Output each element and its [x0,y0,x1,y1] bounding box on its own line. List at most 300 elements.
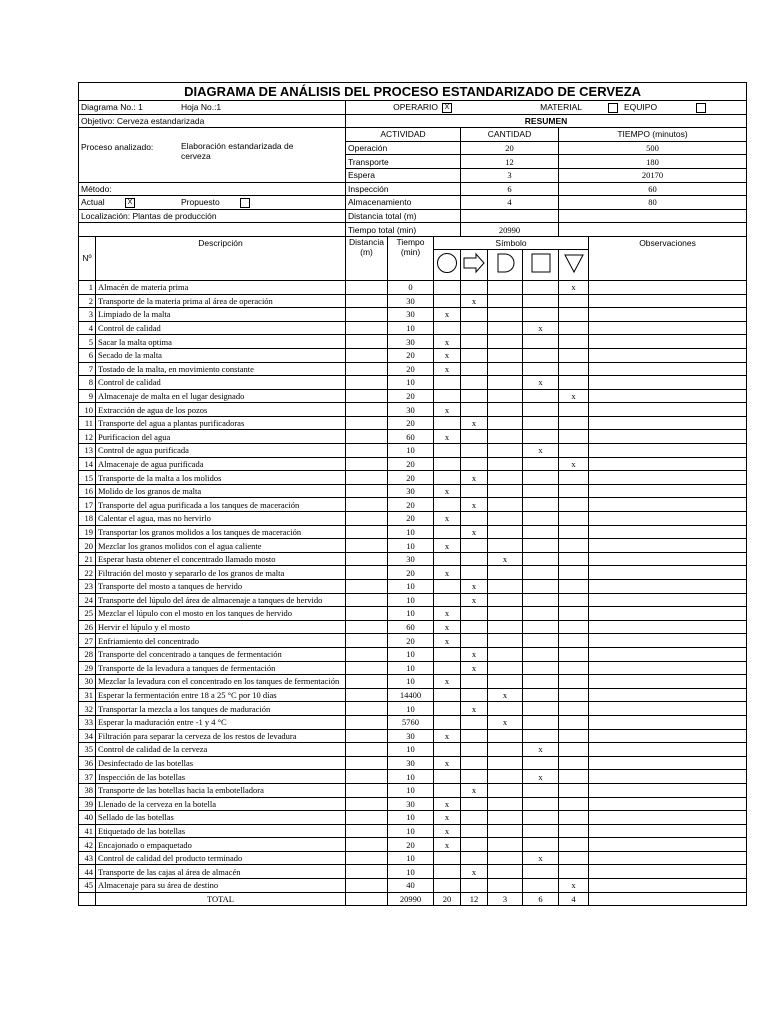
row-time: 20 [388,634,434,648]
table-row [79,321,747,335]
totals-row [79,892,747,906]
summary-tiempo: 80 [559,196,747,210]
table-row [79,729,747,743]
row-time: 20 [388,498,434,512]
row-observations [589,525,747,539]
row-storage-cell [559,539,589,553]
row-storage-cell: x [559,879,589,893]
row-time: 20 [388,389,434,403]
row-inspection-cell: x [523,376,559,390]
row-delay-cell [488,620,523,634]
row-observations [589,770,747,784]
row-inspection-cell [523,607,559,621]
row-distance [346,838,388,852]
row-inspection-cell [523,593,559,607]
row-inspection-cell [523,430,559,444]
row-observations [589,566,747,580]
row-inspection-cell [523,280,559,294]
row-observations [589,308,747,322]
row-storage-cell: x [559,389,589,403]
table-row [79,770,747,784]
row-storage-cell [559,783,589,797]
row-inspection-cell [523,729,559,743]
row-time: 20 [388,416,434,430]
row-storage-cell [559,824,589,838]
row-time: 30 [388,756,434,770]
operario-checkbox[interactable] [442,103,452,113]
row-transport-cell: x [461,865,488,879]
row-transport-cell [461,756,488,770]
row-delay-cell [488,865,523,879]
row-inspection-cell [523,620,559,634]
row-description: Encajonado o empaquetado [96,838,346,852]
row-delay-cell [488,539,523,553]
row-delay-cell [488,838,523,852]
row-transport-cell [461,675,488,689]
row-time: 20 [388,348,434,362]
row-storage-cell [559,620,589,634]
row-observations [589,484,747,498]
row-storage-cell [559,580,589,594]
row-inspection-cell [523,362,559,376]
row-operation-cell: x [434,838,461,852]
row-storage-cell [559,335,589,349]
row-operation-cell: x [434,335,461,349]
row-observations [589,675,747,689]
row-delay-cell [488,362,523,376]
summary-actividad: Transporte [346,155,461,169]
table-row [79,471,747,485]
row-observations [589,647,747,661]
table-row [79,498,747,512]
row-observations [589,811,747,825]
row-observations [589,783,747,797]
row-storage-cell [559,321,589,335]
row-observations [589,376,747,390]
table-row [79,593,747,607]
row-distance [346,797,388,811]
row-storage-cell [559,607,589,621]
row-time: 10 [388,865,434,879]
delay-symbol [488,249,523,280]
row-number: 23 [79,580,96,594]
row-observations [589,471,747,485]
type-selector [346,101,747,115]
row-distance [346,729,388,743]
inspection-square-icon [530,252,552,274]
row-storage-cell [559,851,589,865]
row-transport-cell [461,879,488,893]
row-number: 9 [79,389,96,403]
row-time: 10 [388,675,434,689]
table-row [79,824,747,838]
row-observations [589,403,747,417]
row-operation-cell [434,770,461,784]
table-row [79,444,747,458]
row-number: 35 [79,743,96,757]
table-row [79,811,747,825]
table-row [79,484,747,498]
row-inspection-cell [523,484,559,498]
row-delay-cell [488,416,523,430]
row-observations [589,539,747,553]
row-description: Esperar la maduración entre -1 y 4 °C [96,715,346,729]
table-row [79,335,747,349]
row-inspection-cell [523,865,559,879]
row-time: 10 [388,321,434,335]
row-transport-cell [461,362,488,376]
row-number: 30 [79,675,96,689]
row-time: 30 [388,308,434,322]
time-total-value: 20990 [461,223,559,237]
summary-cantidad: 4 [461,196,559,210]
row-time: 10 [388,661,434,675]
row-distance [346,634,388,648]
row-delay-cell [488,471,523,485]
row-time: 10 [388,783,434,797]
row-inspection-cell [523,824,559,838]
row-observations [589,702,747,716]
row-distance [346,457,388,471]
row-distance [346,308,388,322]
row-operation-cell [434,471,461,485]
row-description: Mezclar el lúpulo con el mosto en los tanques de hervido [96,607,346,621]
material-label: MATERIAL [540,102,582,113]
row-number: 3 [79,308,96,322]
row-delay-cell [488,280,523,294]
row-inspection-cell [523,348,559,362]
table-row [79,620,747,634]
row-delay-cell [488,675,523,689]
row-inspection-cell [523,335,559,349]
row-description: Desinfectado de las botellas [96,756,346,770]
row-transport-cell [461,851,488,865]
row-distance [346,525,388,539]
row-number: 22 [79,566,96,580]
row-delay-cell [488,308,523,322]
row-storage-cell [559,348,589,362]
row-description: Mezclar la levadura con el concentrado en los tanques de fermentación [96,675,346,689]
sheet-number: Hoja No.:1 [181,102,222,113]
summary-actividad: Espera [346,168,461,182]
row-time: 20 [388,362,434,376]
row-time: 60 [388,430,434,444]
row-transport-cell [461,797,488,811]
row-operation-cell [434,444,461,458]
row-distance [346,811,388,825]
row-transport-cell: x [461,593,488,607]
row-transport-cell [461,838,488,852]
row-operation-cell: x [434,539,461,553]
row-transport-cell [461,389,488,403]
row-delay-cell [488,484,523,498]
row-inspection-cell [523,838,559,852]
row-distance [346,675,388,689]
equipo-label: EQUIPO [624,102,658,113]
row-delay-cell [488,525,523,539]
row-number: 27 [79,634,96,648]
row-observations [589,756,747,770]
totals-time: 20990 [388,892,434,906]
row-observations [589,838,747,852]
row-number: 5 [79,335,96,349]
row-description: Almacenaje de malta en el lugar designado [96,389,346,403]
row-description: Transporte del lúpulo del área de almacenaje a tanques de hervido [96,593,346,607]
row-operation-cell: x [434,607,461,621]
storage-triangle-icon [563,252,585,274]
row-description: Inspección de las botellas [96,770,346,784]
table-row [79,566,747,580]
summary-actividad: Almacenamiento [346,196,461,210]
row-observations [589,865,747,879]
table-row [79,430,747,444]
row-delay-cell [488,770,523,784]
row-number: 33 [79,715,96,729]
row-delay-cell [488,851,523,865]
row-operation-cell [434,321,461,335]
row-time: 10 [388,851,434,865]
process-analyzed [79,141,346,168]
row-description: Secado de la malta [96,348,346,362]
row-time: 20 [388,566,434,580]
row-observations [589,593,747,607]
equipo-checkbox[interactable] [696,103,706,113]
material-checkbox[interactable] [608,103,618,113]
row-observations [589,389,747,403]
row-storage-cell [559,525,589,539]
row-number: 12 [79,430,96,444]
distance-total-value [461,209,559,223]
table-row [79,512,747,526]
table-row [79,525,747,539]
delay-d-icon [494,252,516,274]
row-number: 44 [79,865,96,879]
row-storage-cell [559,471,589,485]
row-inspection-cell [523,580,559,594]
row-number: 18 [79,512,96,526]
row-inspection-cell: x [523,321,559,335]
row-transport-cell [461,376,488,390]
row-time: 60 [388,620,434,634]
row-transport-cell [461,403,488,417]
row-description: Etiquetado de las botellas [96,824,346,838]
row-delay-cell [488,430,523,444]
row-delay-cell [488,743,523,757]
row-observations [589,824,747,838]
row-inspection-cell [523,879,559,893]
table-row [79,308,747,322]
row-number: 42 [79,838,96,852]
row-time: 10 [388,702,434,716]
row-delay-cell [488,783,523,797]
row-storage-cell [559,770,589,784]
propuesto-checkbox[interactable] [240,198,250,208]
row-observations [589,457,747,471]
row-inspection-cell [523,675,559,689]
row-operation-cell: x [434,512,461,526]
row-time: 10 [388,743,434,757]
row-observations [589,512,747,526]
table-row [79,362,747,376]
row-observations [589,444,747,458]
row-number: 6 [79,348,96,362]
row-time: 30 [388,484,434,498]
table-row [79,743,747,757]
row-number: 8 [79,376,96,390]
process-label: Proceso analizado: [81,142,154,153]
row-description: Transporte de la levadura a tanques de fermentación [96,661,346,675]
row-description: Control de calidad [96,376,346,390]
row-inspection-cell [523,552,559,566]
row-inspection-cell [523,783,559,797]
row-distance [346,824,388,838]
row-storage-cell [559,308,589,322]
row-operation-cell: x [434,348,461,362]
row-storage-cell [559,484,589,498]
row-storage-cell: x [559,280,589,294]
row-distance [346,389,388,403]
row-number: 2 [79,294,96,308]
row-time: 40 [388,879,434,893]
row-distance [346,607,388,621]
row-storage-cell [559,444,589,458]
operario-label: OPERARIO [393,102,438,113]
row-number: 40 [79,811,96,825]
row-delay-cell [488,566,523,580]
row-distance [346,688,388,702]
row-time: 10 [388,376,434,390]
row-time: 0 [388,280,434,294]
table-row [79,661,747,675]
row-inspection-cell [523,308,559,322]
row-description: Molido de los granos de malta [96,484,346,498]
inspection-symbol [523,249,559,280]
row-description: Transporte del agua a plantas purificadoras [96,416,346,430]
row-transport-cell [461,348,488,362]
objective: Objetivo: Cerveza estandarizada [79,114,346,128]
row-operation-cell [434,376,461,390]
row-transport-cell [461,688,488,702]
actual-label: Actual [81,197,105,208]
summary-tiempo: 500 [559,141,747,155]
row-description: Transportar los granos molidos a los tanques de maceración [96,525,346,539]
summary-actividad: Inspección [346,182,461,196]
row-storage-cell [559,376,589,390]
row-delay-cell [488,580,523,594]
table-row [79,280,747,294]
row-time: 30 [388,797,434,811]
row-inspection-cell [523,702,559,716]
table-row [79,756,747,770]
row-delay-cell [488,634,523,648]
row-storage-cell [559,661,589,675]
row-observations [589,580,747,594]
actual-mark: X [127,199,133,207]
distance-total-label: Distancia total (m) [346,209,461,223]
row-time: 20 [388,471,434,485]
row-distance [346,743,388,757]
row-delay-cell [488,702,523,716]
row-operation-cell: x [434,362,461,376]
totals-delay-count: 3 [488,892,523,906]
row-observations [589,294,747,308]
row-time: 10 [388,770,434,784]
row-operation-cell [434,783,461,797]
row-number: 21 [79,552,96,566]
row-operation-cell: x [434,797,461,811]
table-row [79,879,747,893]
row-observations [589,661,747,675]
row-distance [346,879,388,893]
method-label: Método: [79,182,346,196]
row-distance [346,498,388,512]
row-description: Esperar la fermentación entre 18 a 25 °C por 10 días [96,688,346,702]
row-description: Limpiado de la malta [96,308,346,322]
row-distance [346,647,388,661]
totals-transport-count: 12 [461,892,488,906]
row-number: 13 [79,444,96,458]
row-distance [346,783,388,797]
col-symbol-header: Símbolo [434,236,589,249]
row-distance [346,593,388,607]
row-transport-cell: x [461,525,488,539]
table-row [79,376,747,390]
row-observations [589,715,747,729]
row-inspection-cell [523,797,559,811]
row-time: 14400 [388,688,434,702]
row-storage-cell: x [559,457,589,471]
row-delay-cell [488,879,523,893]
row-operation-cell: x [434,824,461,838]
row-delay-cell [488,824,523,838]
summary-title: RESUMEN [346,114,747,128]
row-transport-cell [461,335,488,349]
row-observations [589,430,747,444]
row-description: Transportar la mezcla a los tanques de maduración [96,702,346,716]
row-time: 10 [388,593,434,607]
row-delay-cell [488,348,523,362]
row-transport-cell [461,824,488,838]
row-inspection-cell [523,566,559,580]
totals-storage-count: 4 [559,892,589,906]
actual-checkbox[interactable] [125,198,135,208]
row-inspection-cell [523,811,559,825]
row-transport-cell [461,811,488,825]
row-operation-cell: x [434,756,461,770]
row-description: Filtración para separar la cerveza de los restos de levadura [96,729,346,743]
process-analysis-sheet [78,82,747,906]
table-row [79,702,747,716]
row-storage-cell [559,552,589,566]
row-inspection-cell [523,471,559,485]
row-storage-cell [559,675,589,689]
row-delay-cell [488,376,523,390]
row-inspection-cell [523,756,559,770]
row-operation-cell [434,525,461,539]
row-transport-cell: x [461,498,488,512]
row-operation-cell [434,743,461,757]
row-transport-cell [461,484,488,498]
col-observations-header: Observaciones [589,236,747,280]
row-number: 19 [79,525,96,539]
table-row [79,403,747,417]
summary-cantidad: 6 [461,182,559,196]
row-observations [589,348,747,362]
row-distance [346,403,388,417]
row-operation-cell [434,457,461,471]
row-number: 17 [79,498,96,512]
row-storage-cell [559,430,589,444]
